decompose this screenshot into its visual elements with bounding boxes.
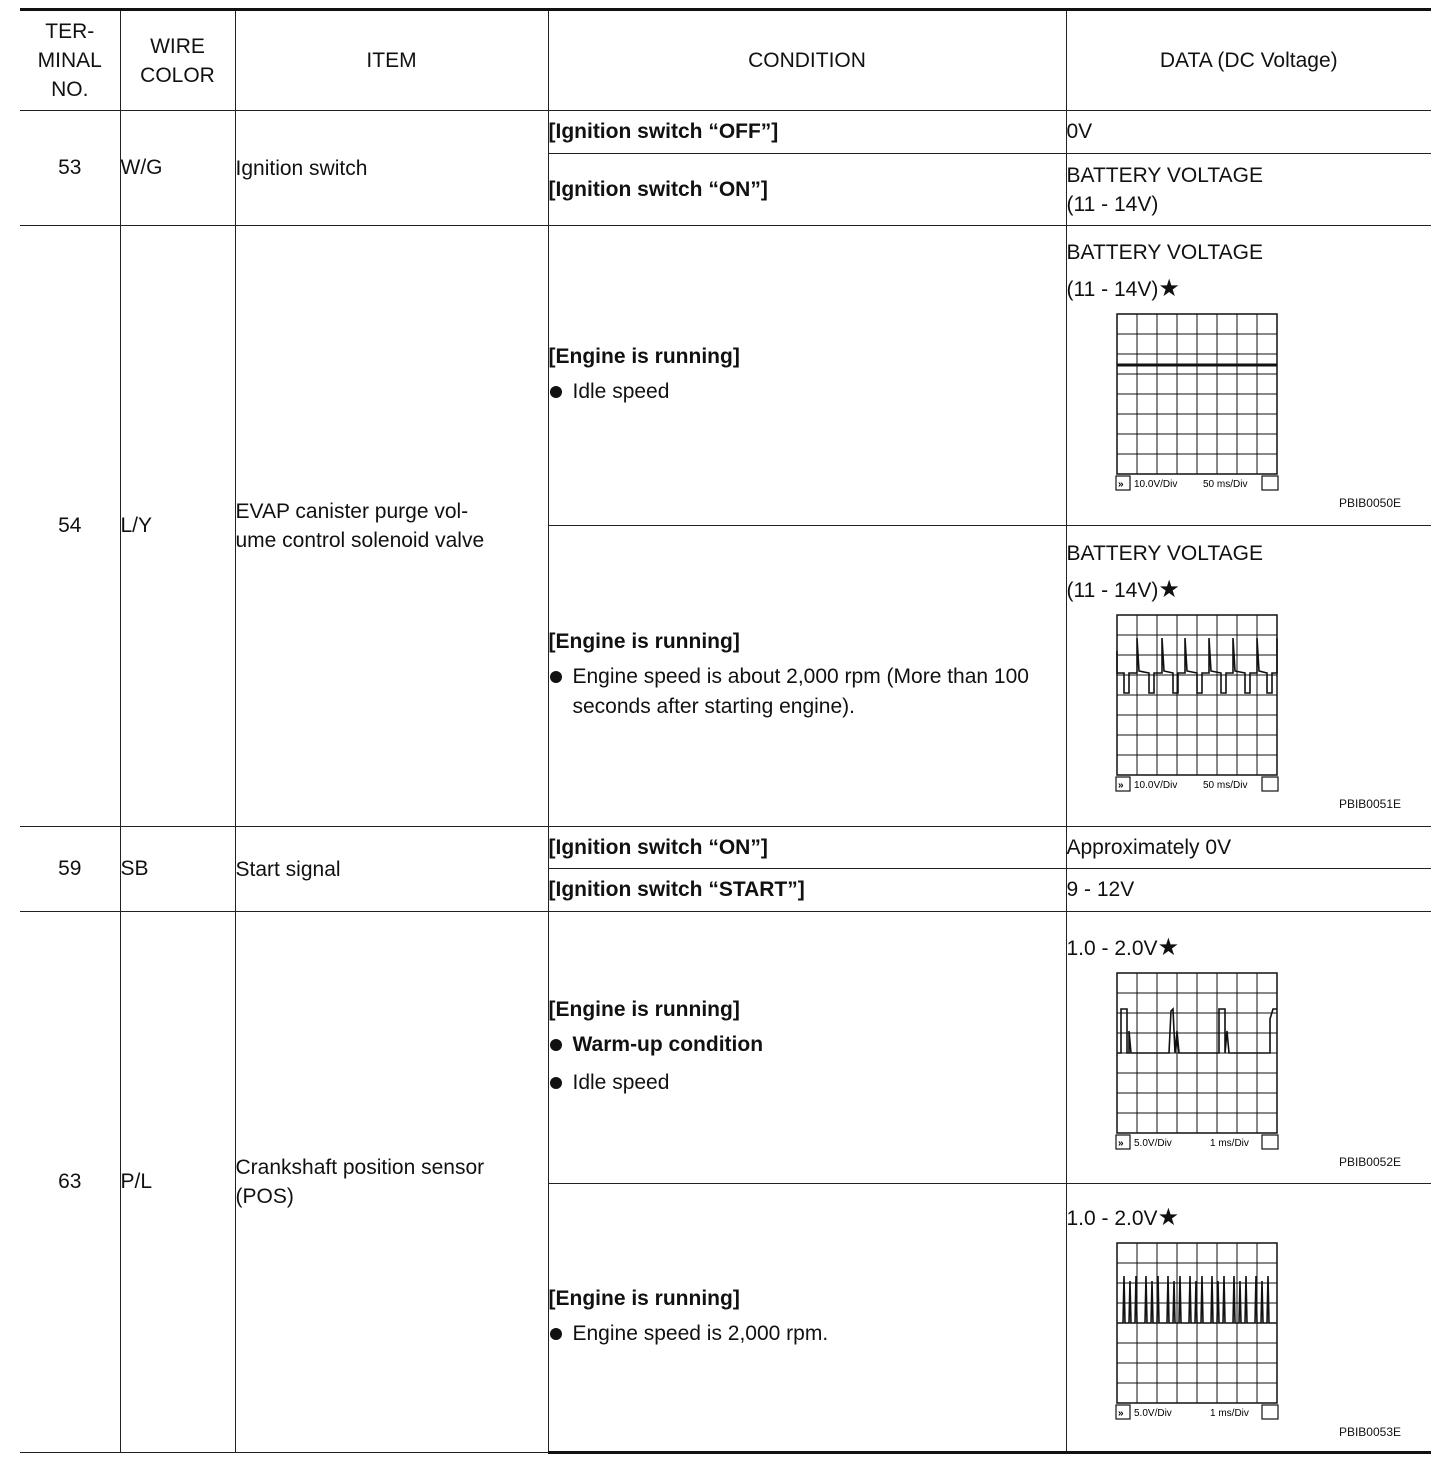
scope-volt-scale: 5.0V/Div — [1133, 1407, 1172, 1419]
scope-volt-scale: 10.0V/Div — [1133, 779, 1177, 791]
data-cell — [1066, 912, 1431, 1184]
header-row — [20, 10, 1431, 111]
figure-code: PBIB0051E — [1338, 796, 1401, 811]
condition-text: [Ignition switch “ON”] — [548, 154, 1066, 226]
condition-text: [Ignition switch “ON”] — [548, 827, 1066, 869]
data-line: BATTERY VOLTAGE — [1066, 241, 1263, 264]
scope-volt-scale: 10.0V/Div — [1133, 479, 1177, 490]
figure-code: PBIB0052E — [1338, 1154, 1401, 1169]
data-line: (11 - 14V)★ — [1066, 275, 1180, 302]
data-line: (11 - 14V)★ — [1066, 575, 1180, 603]
wire-color: L/Y — [120, 226, 235, 827]
terminal-number: 63 — [20, 912, 120, 1453]
table-row — [20, 912, 1431, 1184]
condition-title: [Engine is running] — [548, 630, 740, 653]
data-line: 1.0 - 2.0V★ — [1066, 1203, 1180, 1231]
item-name: Start signal — [235, 827, 548, 912]
table-row — [20, 111, 1431, 154]
wire-color: SB — [120, 827, 235, 912]
condition-cell — [548, 226, 1066, 526]
condition-cell — [548, 1184, 1066, 1453]
header-data: DATA (DC Voltage) — [1066, 10, 1431, 111]
oscilloscope-waveform — [1115, 971, 1281, 1153]
wire-color: P/L — [120, 912, 235, 1453]
data-cell — [1066, 1184, 1431, 1453]
table-row — [20, 226, 1431, 526]
terminal-number: 53 — [20, 111, 120, 226]
condition-bullet: Engine speed is about 2,000 rpm (More than 100 seconds after starting engine). — [549, 662, 1066, 722]
terminal-number: 59 — [20, 827, 120, 912]
figure-code: PBIB0053E — [1338, 1424, 1401, 1439]
condition-bullet: Idle speed — [549, 377, 1066, 407]
condition-bullet: Engine speed is 2,000 rpm. — [549, 1319, 1066, 1349]
item-name: EVAP canister purge vol- ume control solenoid valve — [235, 226, 548, 827]
condition-bullet: Warm-up condition — [549, 1030, 1066, 1060]
item-name: Crankshaft position sensor (POS) — [235, 912, 548, 1453]
data-line: 1.0 - 2.0V★ — [1066, 933, 1180, 961]
star-icon: ★ — [1157, 933, 1180, 961]
header-condition: CONDITION — [548, 10, 1066, 111]
header-item: ITEM — [235, 10, 548, 111]
condition-bullet: Idle speed — [549, 1068, 1066, 1098]
scope-time-scale: 1 ms/Div — [1209, 1407, 1249, 1419]
header-wire-color: WIRE COLOR — [120, 10, 235, 111]
condition-title: [Engine is running] — [548, 1286, 740, 1310]
data-line: BATTERY VOLTAGE — [1066, 163, 1263, 187]
star-icon: ★ — [1158, 275, 1180, 302]
terminal-data-table — [20, 8, 1431, 1454]
data-value — [1066, 154, 1431, 226]
star-icon: ★ — [1157, 1203, 1180, 1231]
data-cell — [1066, 526, 1431, 827]
scope-time-scale: 1 ms/Div — [1209, 1137, 1249, 1149]
condition-title: [Engine is running] — [548, 997, 740, 1021]
data-value: 9 - 12V — [1066, 869, 1431, 912]
table-row — [20, 827, 1431, 869]
svg-text:»: » — [1117, 1407, 1124, 1419]
svg-text:»: » — [1117, 779, 1124, 791]
data-line: (11 - 14V) — [1066, 192, 1159, 216]
scope-volt-scale: 5.0V/Div — [1133, 1137, 1172, 1149]
data-cell — [1066, 226, 1431, 526]
condition-title: [Engine is running] — [548, 344, 740, 368]
condition-text: [Ignition switch “OFF”] — [548, 111, 1066, 154]
scope-time-scale: 50 ms/Div — [1202, 479, 1247, 490]
oscilloscope-waveform — [1115, 312, 1281, 494]
data-value: 0V — [1066, 111, 1431, 154]
condition-cell — [548, 526, 1066, 827]
data-line: BATTERY VOLTAGE — [1066, 541, 1263, 565]
condition-text: [Ignition switch “START”] — [548, 869, 1066, 912]
oscilloscope-waveform — [1115, 1241, 1281, 1423]
item-name: Ignition switch — [235, 111, 548, 226]
header-terminal: TER- MINAL NO. — [20, 10, 120, 111]
svg-text:»: » — [1117, 1137, 1124, 1149]
wire-color: W/G — [120, 111, 235, 226]
scope-time-scale: 50 ms/Div — [1202, 779, 1247, 791]
condition-cell — [548, 912, 1066, 1184]
oscilloscope-waveform — [1115, 613, 1281, 795]
terminal-number: 54 — [20, 226, 120, 827]
svg-text:»: » — [1117, 479, 1124, 490]
data-value: Approximately 0V — [1066, 827, 1431, 869]
figure-code: PBIB0050E — [1338, 496, 1401, 510]
star-icon: ★ — [1158, 575, 1180, 603]
